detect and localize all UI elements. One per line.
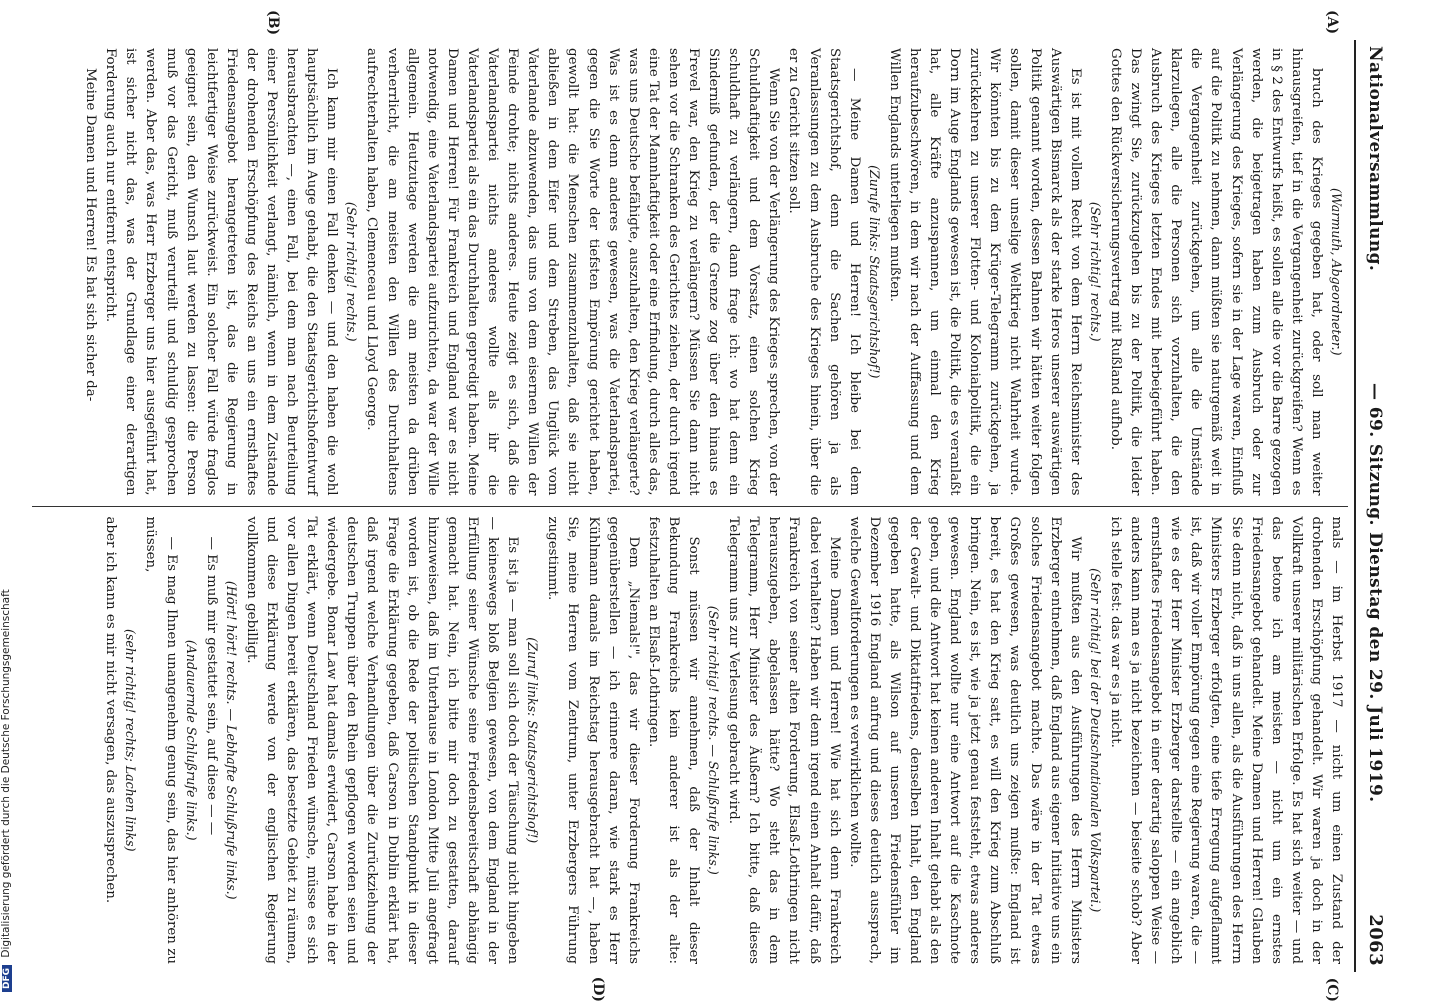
right-paragraph: Dem „Niemals!", das wir dieser Forderung Frankreichs gegenüberstellen — ich erinnere daran, wie stark es Herr Kühlmann damals im Reichstag herausgebracht hat —, haben Sie, meine Herren vom Zentrum, unter Erzbergers Führung zugestimmt. (545, 516, 641, 964)
left-column (32, 10, 1348, 504)
left-paragraph: Ich kann mir einen Fall denken — und den haben die wohl hauptsächlich im Auge gehabt, die den Staatsgerichtshofentwurf herausbrachten —, einen Fall, bei dem man nach Beurteilung einer Persönlichkeit verlangt, nämlich, wenn in dem Zustande der drohenden Erschöpfung des Reichs an uns ein ernsthaftes Friedensangebot herangetreten ist, das die Regierung in leichtfertiger Weise zurückweist. Ein solcher Fall würde fraglos geeignet sein, den Wunsch laut werden zu lassen: die Person muß vor das Gericht, muß verurteilt und schuldig gesprochen werden. Aber das, was Herr Erzberger uns hier ausgeführt hat, ist sicher nicht das, was der Grundlage einer derartigen Forderung auch nur entfernt entspricht. (103, 48, 340, 496)
left-interjection: (Zurufe links: Staatsgerichtshof!) (866, 165, 882, 379)
right-paragraph: Es ist ja — man soll sich doch der Täuschung nicht hingeben — keineswegs bloß Belgien gewesen, von dem England in der Erfüllung seiner Wünsche seine Friedensbereitschaft abhängig gemacht hat. Nein, ich bitte mir doch zu gestatten, darauf hinzuweisen, daß im Unterhause in London Mitte Juli angefragt worden ist, ob die Rede der politischen Standpunkt in dieser Frage die Erklärung gegeben, daß Carson in Dublin erklärt hat, daß irgend welche Verhandlungen über die Zurückziehung der deutschen Truppen über den Rhein gepflogen worden seien und wiedergebe. Bonar Law hat damals erwidert, Carson habe in der Tat erklärt, wenn Deutschland Frieden wünsche, müsse es sich vor allen Dingen bereit erklären, das besetzte Gebiet zu räumen, und diese Erklärung werde von der englischen Regierung vollkommen gebilligt. (243, 516, 521, 964)
right-interjection: (Sehr richtig! bei der Deutschnationalen Volkspartei.) (1087, 568, 1103, 913)
left-paragraph: bruch des Krieges gegeben hat, oder soll man weiter hinausgreifen, tief in die Vergangenheit zurückgreifen? Wenn es in § 2 des Entwurfs heißt, es sollen alle die vor die Barre gezogen werden, die beigetragen haben zum Ausbruch oder zur Verlängerung des Krieges, sofern sie in der Lage waren, Einfluß auf die Politik zu nehmen, dann müßten sie naturgemäß weit in die Vergangenheit zurückgehen, um alle die Umstände klarzulegen, alle die Personen sich vorzuhalten, die den Ausbruch des Krieges letzten Endes mit herbeigeführt haben. Das zwingt Sie, zurückzugehen bis zu der Politik, die leider Gottes den Rückversicherungsvertrag mit Rußland aufhob. (1107, 48, 1324, 496)
running-header (1354, 40, 1386, 972)
right-paragraph: mals — im Herbst 1917 — nicht um einen Zustand der drohenden Erschöpfung gehandelt. Wir waren ja doch in der Vollkraft unserer militärischen Erfolge. Es hat sich weiter — und das betone ich am meisten — nicht um ein ernstes Friedensangebot gehandelt. Meine Damen und Herren! Glauben Sie denn nicht, daß in uns allen, als die Ausführungen des Herrn Ministers Erzberger erfolgten, eine tiefe Erregung aufgeflammt ist, daß wir voller Empörung gegen eine Regierung waren, die — wie es der Herr Minister Erzberger darstellte — ein angeblich ernsthaftes Friedensangebot in einer derartig saloppen Weise — anders kann man es ja nicht bezeichnen — beiseite schob? Aber ich stelle fest: das war es ja nicht. (1107, 516, 1344, 964)
page-number: 2063 (1365, 914, 1386, 966)
credit-text: Digitalisierung gefördert durch die Deutsche Forschungsgemeinschaft (0, 589, 12, 958)
header-title: Nationalversammlung. (1365, 46, 1385, 272)
right-paragraph: aber ich kann es mir nicht versagen, das auszusprechen. (103, 516, 119, 904)
text-columns (32, 10, 1348, 1002)
right-interjection: (sehr richtig! rechts; Lachen links) (123, 628, 139, 852)
speaker-label: (Warmuth, Abgeordneter.) (1329, 188, 1344, 356)
dfg-logo: DFG (2, 965, 12, 992)
right-interjection: (Sehr richtig! rechts. — Schlußrufe links.) (706, 605, 722, 875)
right-column (32, 509, 1348, 1002)
left-interjection: (Sehr richtig! rechts.) (344, 201, 360, 342)
left-paragraph: Meine Damen und Herren! Es hat sich sicher da- (83, 68, 99, 402)
left-paragraph: Wenn Sie von der Verlängerung des Krieges sprechen, von der Schuldhaftigkeit und dem Vorsatz, einen solchen Krieg schuldhaft zu verlängern, dann frage ich: wo hat denn ein Sinderniß gefunden, der die Grenze zog über den hinaus es Frevel war, den Krieg zu verlängern? Müssen Sie dann nicht sehen vor die Schranken des Gerichtes ziehen, der durch irgend eine Tat der Mannhaftigkeit oder eine Erfindung, durch alles das, was uns Deutsche befähigte, auszuhalten, den Krieg verlängerte? Was ist es denn anderes gewesen, was die Vaterlandspartei, gegen die Sie Worte der tiefsten Empörung gerichtet haben, gewollt hat: die Menschen zusammenzuhalten, daß sie nicht abließen in dem Eifer und dem Streben, das Unglück vom Vaterlande abzuwenden, das uns von dem eisernen Willen der Feinde drohte; nichts anderes. Heute zeigt es sich, daß die Vaterlandspartei nichts anderes wollte als ihr die Vaterlandspartei als ein das Durchhalten gepredigt haben. Meine Damen und Herren! Für Frankreich und England war es nicht notwendig, eine Vaterlandspartei aufzurichten, da war der Wille allgemein. Heutzutage werden die am meisten da drüben verherrlicht, die am meisten den Willen des Durchhaltens aufrechterhalten haben, Clemenceau und Lloyd George. (364, 48, 782, 496)
left-paragraph: — Meine Damen und Herren! Ich bleibe bei dem Staatsgerichtshof, denn die Sachen gehören ja als Veranlassungen zu dem Ausbruche des Krieges hinein, über die er zu Gericht sitzen soll. (786, 48, 862, 496)
column-divider (32, 506, 1348, 507)
header-session: — 69. Sitzung. Dienstag den 29. Juli 1919. (1365, 383, 1385, 803)
margin-mark-d: (D) (590, 976, 606, 1002)
right-interjection: (Andauernde Schlußrufe links.) (183, 639, 199, 841)
margin-mark-c: (C) (1324, 977, 1340, 1002)
margin-mark-a: (A) (1324, 10, 1340, 35)
right-paragraph: — Es mag Ihnen unangenehm genug sein, das hier anhören zu müssen, (143, 516, 179, 964)
right-interjection: (Hört! hört! rechts. — Lebhafte Schlußrufe links.) (223, 580, 239, 900)
right-paragraph: — Es muß mir gestattet sein, auf diese — — (203, 536, 219, 836)
right-paragraph: Meine Damen und Herren! Wie hat sich denn Frankreich dabei verhalten? Haben wir denn irgend einen Anhalt dafür, daß Frankreich von seiner alten Forderung, Elsaß-Lothringen nicht herauszugeben, abgelassen hätte? Wo steht das in dem Telegramm, Herr Minister des Äußern? Ich bitte, daß dieses Telegramm uns zur Verlesung gebracht wird. (726, 516, 842, 964)
margin-mark-b: (B) (265, 10, 281, 36)
right-paragraph: Wir mußten aus den Ausführungen des Herrn Ministers Erzberger entnehmen, daß England aus eigener Initiative uns ein solches Friedensangebot machte. Das wäre in der Tat etwas Großes gewesen, was deutlich uns zeigen mußte: England ist bereit, es hat den Krieg satt, es will den Krieg zum Abschluß bringen. Nein, es ist, wie ja jetzt genau feststeht, etwas anderes gewesen. England wollte nur eine Antwort auf die Kaschnote geben, und die Antwort hat keinen anderen Inhalt gehabt als den der Gewalt- und Diktatfriedens, denselben Inhalt, den England gegeben hatte, als Wilson auf unseren Friedensfühler im Dezember 1916 England anfrug und dieses deutlich aussprach, welche Gewaltforderungen es verwirklichen wollte. (846, 516, 1083, 964)
right-paragraph: Sonst müssen wir annehmen, daß der Inhalt dieser Bekundung Frankreichs kein anderer ist als der alte: festzuhalten an Elsaß-Lothringen. (645, 516, 701, 964)
left-paragraph: Es ist mit vollem Recht von dem Herrn Reichsminister des Auswärtigen Bismarck als der starke Heros unserer auswärtigen Politik genannt worden, dessen Bahnen wir hätten weiter folgen sollen, damit dieser unselige Weltkrieg nicht Wahrheit wurde. Wir könnten bis zu dem Krüger-Telegramm zurückgehen, ja zurückkehren zu unserer Flotten- und Kolonialpolitik, die ein Dorn im Auge Englands gewesen ist, die Politik, die es veranlaßt hat, alle Kräfte anzuspannen, um einmal den Krieg heraufzubeschwören, in dem wir nach der Auffassung und dem Willen Englands unterliegen mußten. (886, 48, 1083, 496)
right-interjection: (Zuruf links: Staatsgerichtshof!) (525, 637, 541, 844)
left-interjection: (Sehr richtig! rechts.) (1087, 201, 1103, 342)
digitization-credit (0, 0, 12, 1000)
